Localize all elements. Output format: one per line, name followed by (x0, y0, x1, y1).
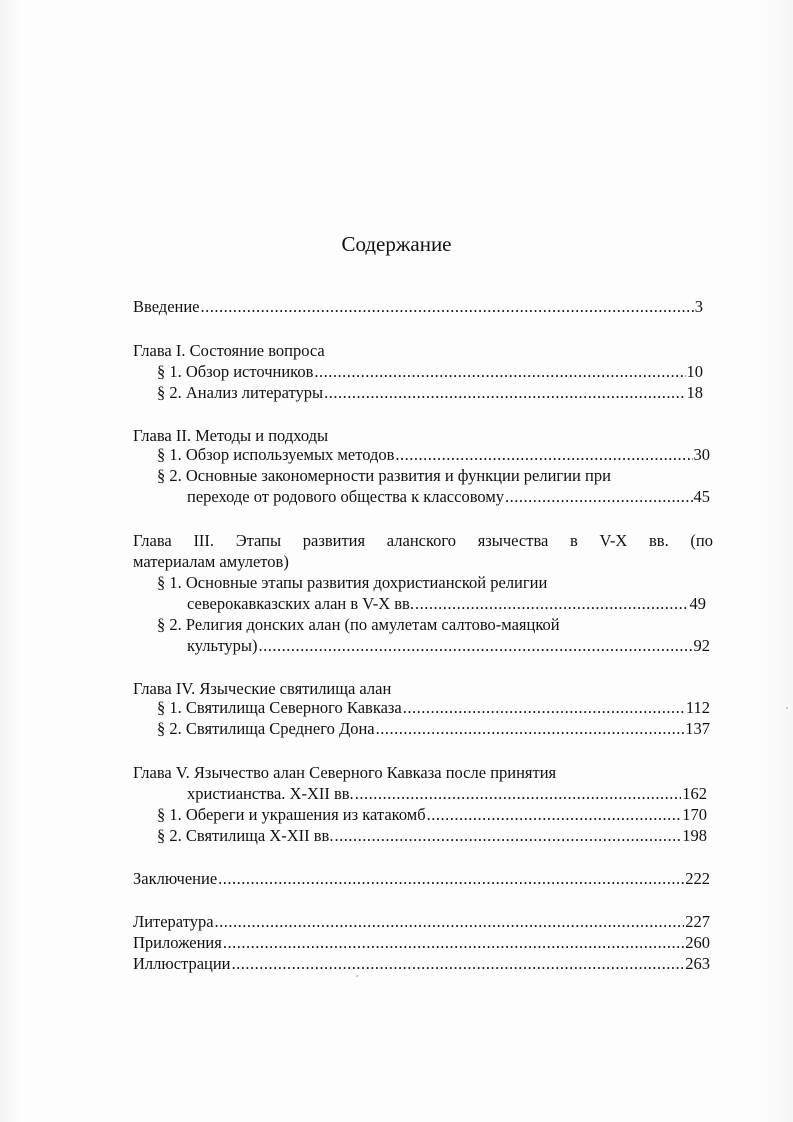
toc-entry-label: Литература (133, 912, 214, 931)
toc-entry-label: § 1. Святилища Северного Кавказа (157, 698, 402, 717)
toc-entry-label: Заключение (133, 869, 218, 888)
toc-entry-ch2-s2 (187, 486, 710, 507)
scan-speck (356, 975, 358, 977)
chapter-3-title-line2: материалам амулетов) (133, 552, 289, 571)
toc-page-number: 92 (693, 636, 710, 655)
toc-entry-ch5 (187, 783, 707, 804)
toc-entry-label: § 1. Обзор источников (157, 362, 314, 381)
toc-entry-label: культуры) (187, 636, 258, 655)
toc-entry-intro (133, 296, 703, 317)
toc-entry-label: § 1. Обереги и украшения из катакомб (157, 805, 426, 824)
toc-page-number: 49 (689, 594, 706, 613)
toc-leader-dots (218, 868, 684, 889)
toc-leader-dots (215, 911, 685, 932)
toc-entry-label: Иллюстрации (133, 954, 231, 973)
toc-entry-illustrations (133, 953, 710, 974)
toc-entry-label: § 2. Святилища Среднего Дона (157, 719, 375, 738)
toc-page-number: 137 (685, 719, 710, 738)
toc-entry-literature (133, 911, 710, 932)
toc-entry-ch4-s1 (157, 697, 710, 718)
toc-leader-dots (324, 382, 685, 403)
toc-page-number: 18 (686, 383, 703, 402)
toc-entry-ch1-s2 (157, 382, 703, 403)
chapter-5-title-line1: Глава V. Язычество алан Северного Кавказа после принятия (133, 763, 557, 782)
toc-leader-dots (415, 593, 689, 614)
toc-entry-label: северокавказских алан в V-X вв. (187, 594, 414, 613)
chapter-4-title: Глава IV. Языческие святилища алан (133, 679, 392, 698)
toc-leader-dots (403, 697, 685, 718)
toc-entry-ch1-s1 (157, 361, 703, 382)
toc-entry-ch5-s2 (157, 825, 707, 846)
toc-entry-label: Введение (133, 297, 200, 316)
chapter-3-title-line1 (133, 530, 713, 551)
toc-entry-label: § 1. Обзор используемых методов (157, 445, 395, 464)
toc-entry-ch2-s1 (157, 444, 710, 465)
toc-entry-ch3-s1 (187, 593, 706, 614)
toc-leader-dots (505, 486, 692, 507)
toc-entry-label: § 2. Святилища X-XII вв. (157, 826, 334, 845)
toc-leader-dots (427, 804, 682, 825)
toc-entry-label: переходе от родового общества к классовому (187, 487, 505, 506)
toc-page-number: 45 (693, 487, 710, 506)
toc-leader-dots (355, 783, 682, 804)
toc-page-number: 30 (693, 445, 710, 464)
toc-leader-dots (395, 444, 692, 465)
toc-entry-ch3-s1-line1: § 1. Основные этапы развития дохристианской религии (157, 573, 548, 592)
toc-entry-appendices (133, 932, 710, 953)
toc-page-number: 227 (685, 912, 710, 931)
toc-entry-label: Приложения (133, 933, 222, 952)
toc-leader-dots (223, 932, 684, 953)
toc-page-number: 263 (685, 954, 710, 973)
toc-entry-ch5-s1 (157, 804, 707, 825)
chapter-3-title-text: Глава III. Этапы развития аланского язычества в V-X вв. (по (133, 531, 713, 550)
toc-leader-dots (232, 953, 685, 974)
toc-page-number: 260 (685, 933, 710, 952)
toc-page-number: 3 (694, 297, 703, 316)
toc-leader-dots (314, 361, 685, 382)
toc-page-number: 10 (686, 362, 703, 381)
toc-leader-dots (201, 296, 694, 317)
toc-page-number: 198 (682, 826, 707, 845)
toc-entry-ch3-s2 (187, 635, 710, 656)
toc-entry-ch3-s2-line1: § 2. Религия донских алан (по амулетам салтово-маяцкой (157, 615, 560, 634)
toc-page-number: 222 (685, 869, 710, 888)
scan-speck (786, 707, 788, 709)
toc-entry-label: христианства. X-XII вв. (187, 784, 354, 803)
page-title: Содержание (341, 232, 452, 256)
toc-entry-conclusion (133, 868, 710, 889)
toc-entry-ch4-s2 (157, 718, 710, 739)
chapter-2-title: Глава II. Методы и подходы (133, 426, 329, 445)
toc-leader-dots (376, 718, 685, 739)
toc-leader-dots (334, 825, 681, 846)
toc-page-number: 162 (682, 784, 707, 803)
toc-entry-ch2-s2-line1: § 2. Основные закономерности развития и функции религии при (157, 466, 611, 485)
toc-page-number: 112 (685, 698, 710, 717)
chapter-1-title: Глава I. Состояние вопроса (133, 341, 325, 360)
toc-entry-label: § 2. Анализ литературы (157, 383, 324, 402)
toc-leader-dots (259, 635, 693, 656)
toc-page-number: 170 (682, 805, 707, 824)
